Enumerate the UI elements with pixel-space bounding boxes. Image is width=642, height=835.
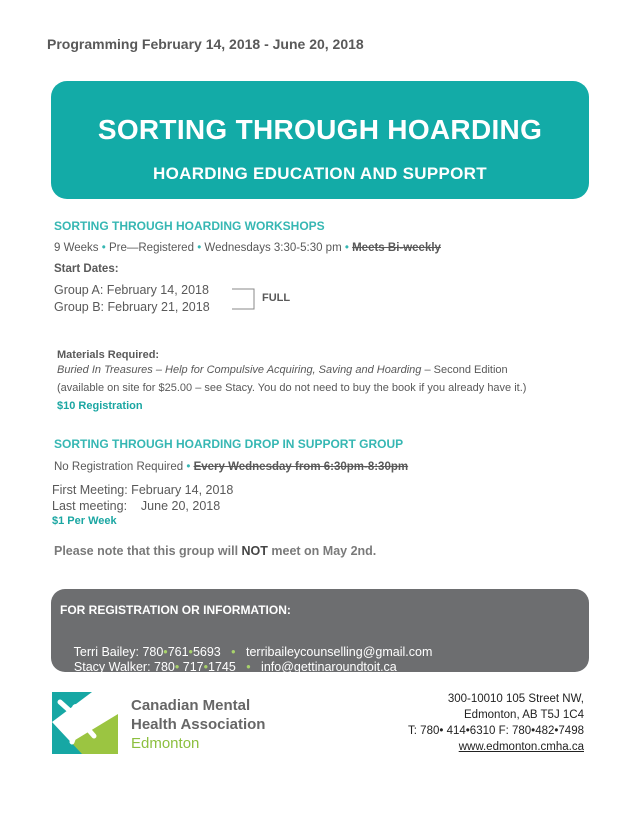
last-meeting: Last meeting: June 20, 2018: [52, 499, 221, 513]
book-info: [57, 364, 508, 376]
bracket-icon: [230, 287, 260, 311]
website-link[interactable]: www.edmonton.cmha.ca: [458, 741, 584, 753]
terri-email[interactable]: terribaileycounselling@gmail.com: [245, 645, 433, 659]
dropin-schedule: Every Wednesday from 6:30pm-8:30pm: [193, 461, 409, 473]
meets-biweekly-text: Meets Bi-weekly: [352, 242, 441, 254]
group-a-date: Group A: February 14, 2018: [54, 283, 209, 297]
dropin-details: [54, 461, 408, 473]
materials-label: Materials Required:: [57, 349, 160, 361]
banner-title: SORTING THROUGH HOARDING: [97, 114, 543, 145]
separator-dot: •: [101, 242, 106, 254]
address-street: 300-10010 105 Street NW,: [447, 693, 584, 705]
contact-box: [51, 589, 589, 672]
full-label: FULL: [262, 292, 291, 304]
programming-dates: Programming February 14, 2018 - June 20, 2018: [47, 36, 364, 52]
dot: •: [231, 645, 236, 659]
dot: •: [203, 660, 208, 674]
cmha-logo-icon: [52, 692, 118, 754]
book-title: Buried In Treasures – Help for Compulsive Acquiring, Saving and Hoarding: [57, 364, 422, 376]
dot: •: [174, 660, 180, 674]
note-suffix: meet on May 2nd.: [267, 544, 377, 558]
banner-subtitle: HOARDING EDUCATION AND SUPPORT: [153, 164, 487, 183]
org-name-line1: Canadian Mental: [131, 697, 251, 714]
book-edition: – Second Edition: [421, 364, 508, 376]
dropin-heading: SORTING THROUGH HOARDING DROP IN SUPPORT GROUP: [54, 437, 404, 451]
note-not: NOT: [241, 544, 268, 558]
address-city: Edmonton, AB T5J 1C4: [464, 709, 584, 721]
registration-fee: $10 Registration: [57, 400, 143, 412]
separator-dot: •: [186, 461, 191, 473]
title-banner: [51, 81, 589, 199]
dot: •: [246, 660, 251, 674]
stacy-phone-b: 717: [179, 660, 204, 674]
book-availability: (available on site for $25.00 – see Stacy. You do not need to buy the book if you already have it.): [57, 382, 527, 394]
workshops-heading: SORTING THROUGH HOARDING WORKSHOPS: [54, 219, 325, 233]
stacy-phone-c: 1745: [208, 660, 236, 674]
stacy-phone-a: Stacy Walker: 780: [73, 660, 175, 674]
first-meeting: First Meeting: February 14, 2018: [52, 483, 234, 497]
separator-dot: •: [197, 242, 202, 254]
dot: •: [188, 645, 193, 659]
org-name-line2: Health Association: [131, 716, 266, 733]
org-name-edmonton: Edmonton: [131, 735, 200, 752]
terri-phone-c: 5693: [192, 645, 221, 659]
terri-phone-b: 761: [167, 645, 189, 659]
separator-dot: •: [344, 242, 349, 254]
contact-heading: FOR REGISTRATION OR INFORMATION:: [60, 603, 291, 617]
stacy-email[interactable]: info@gettinaroundtoit.ca: [261, 660, 397, 674]
terri-phone-a: Terri Bailey: 780: [73, 645, 164, 659]
no-registration-text: No Registration Required: [54, 461, 184, 473]
note-prefix: Please note that this group will: [54, 544, 242, 558]
workshop-details: [54, 242, 441, 254]
group-b-date: Group B: February 21, 2018: [54, 300, 210, 314]
day-time-text: Wednesdays 3:30-5:30 pm: [204, 242, 342, 254]
address-phones: T: 780• 414•6310 F: 780•482•7498: [408, 725, 584, 737]
weeks-text: 9 Weeks: [54, 242, 99, 254]
may-note: [54, 544, 376, 558]
start-dates-label: Start Dates:: [54, 263, 119, 275]
preregistered-text: Pre—Registered: [108, 242, 194, 254]
dropin-fee: $1 Per Week: [52, 515, 117, 527]
contact-stacy: [60, 646, 397, 688]
dot: •: [163, 645, 168, 659]
